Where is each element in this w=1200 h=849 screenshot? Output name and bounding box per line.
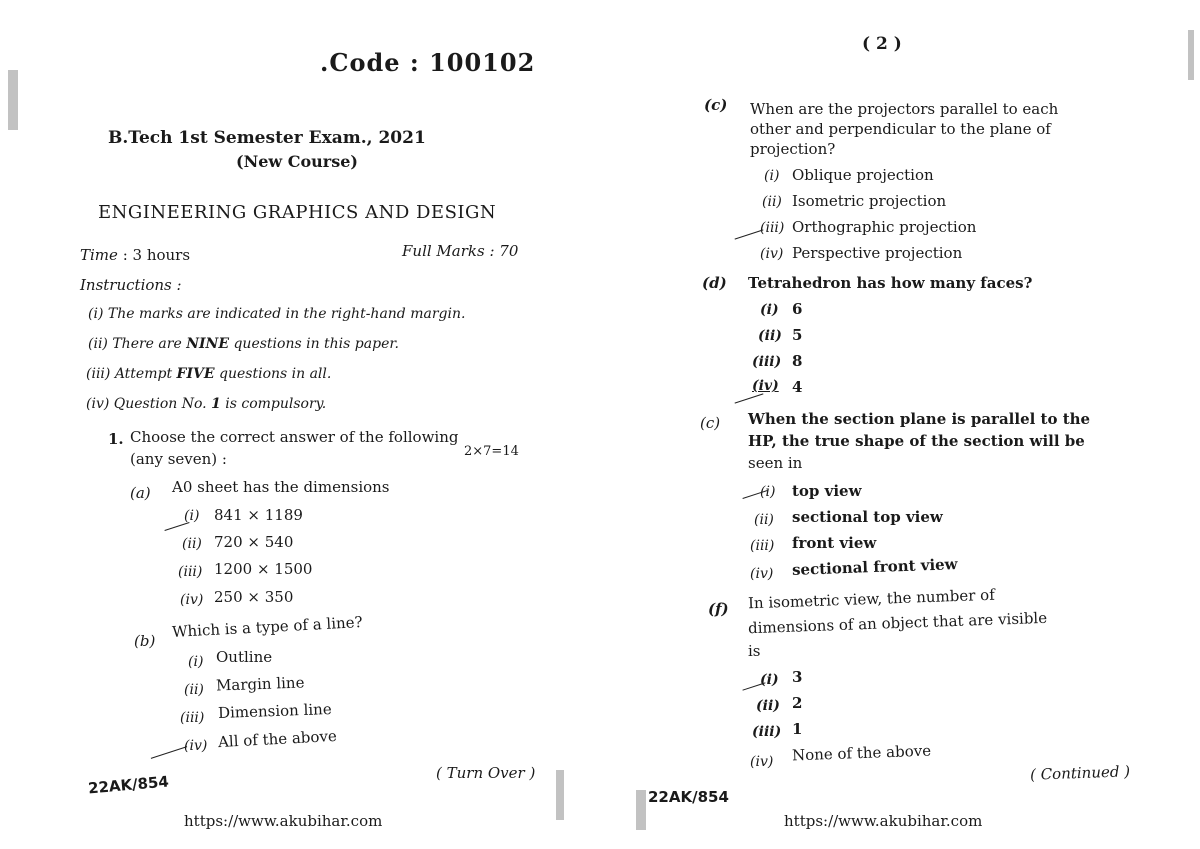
option-label: (i) [760,302,779,318]
footer-url: https://www.akubihar.com [184,812,383,830]
option-text: front view [792,534,877,552]
instruction-item: (i) The marks are indicated in the right-hand margin. [88,306,466,322]
option-text: 4 [792,378,803,396]
subquestion-text: When are the projectors parallel to each [750,100,1059,118]
option-label: (iv) [752,378,779,394]
option-text: 1 [792,720,803,738]
question-text: Choose the correct answer of the following [130,428,459,446]
subquestion-text: In isometric view, the number of [747,585,996,613]
option-text: 250 × 350 [214,588,294,606]
scan-smudge [636,790,646,830]
instructions-heading: Instructions : [80,276,182,294]
answer-tick-mark [735,393,764,403]
subquestion-label: (c) [700,414,721,432]
option-text: All of the above [217,726,338,752]
continued-note: ( Continued ) [1029,762,1131,784]
option-label: (iii) [752,724,782,740]
subquestion-label: (d) [702,274,727,292]
question-text: (any seven) : [130,450,227,468]
option-text: sectional front view [791,555,958,579]
scan-smudge [1188,30,1194,80]
subquestion-text: Which is a type of a line? [171,613,364,641]
option-text: Oblique projection [792,166,934,184]
subquestion-text: dimensions of an object that are visible [747,608,1048,638]
option-label: (ii) [182,536,202,552]
option-label: (i) [764,168,780,184]
subquestion-label: (b) [134,632,156,650]
option-label: (iii) [752,354,782,370]
subquestion-text: When the section plane is parallel to the [748,410,1091,428]
option-label: (iii) [760,220,785,236]
subquestion-label: (a) [130,484,151,502]
option-label: (ii) [758,328,782,344]
scan-smudge [8,70,18,130]
footer-code: 22AK/854 [87,772,170,798]
option-text: 720 × 540 [214,533,294,551]
option-text: Perspective projection [792,244,963,262]
right-page [600,0,1200,849]
option-text: Outline [216,648,273,666]
instruction-item: (iv) Question No. 1 is compulsory. [86,396,327,412]
subquestion-text: projection? [750,140,836,158]
page-number: ( 2 ) [862,34,902,54]
option-text: Dimension line [217,700,332,722]
option-text: Orthographic projection [792,218,977,236]
option-text: 3 [792,668,803,686]
scan-smudge [556,770,564,820]
subquestion-text: seen in [748,454,803,472]
option-text: 8 [792,352,803,370]
subquestion-text: HP, the true shape of the section will be [748,432,1085,450]
paper-code: .Code : 100102 [320,48,536,77]
option-label: (i) [188,654,204,670]
instruction-item: (ii) There are NINE questions in this paper. [88,336,399,352]
option-text: 6 [792,300,803,318]
option-text: Margin line [215,673,305,695]
option-text: None of the above [791,741,932,765]
question-marks: 2×7=14 [464,444,519,459]
subquestion-label: (c) [704,96,728,114]
option-label: (ii) [762,194,782,210]
instruction-item: (iii) Attempt FIVE questions in all. [86,366,332,382]
answer-tick-mark [151,746,187,759]
subject-title: ENGINEERING GRAPHICS AND DESIGN [98,202,497,223]
subquestion-text: other and perpendicular to the plane of [750,120,1051,138]
subquestion-label: (f) [708,600,729,618]
option-text: top view [792,482,862,500]
option-label: (iii) [750,538,775,554]
option-text: sectional top view [792,508,943,526]
option-label: (iv) [184,738,208,754]
option-label: (i) [760,484,776,500]
time-value: : 3 hours [122,246,191,264]
subquestion-text: Tetrahedron has how many faces? [748,274,1033,292]
option-label: (ii) [184,682,204,698]
option-label: (iii) [180,710,205,726]
option-label: (ii) [754,512,774,528]
option-text: 5 [792,326,803,344]
turn-over: ( Turn Over ) [436,764,536,782]
answer-tick-mark [164,522,189,531]
option-label: (iv) [180,592,204,608]
option-label: (iv) [750,754,774,770]
subquestion-text: is [748,642,761,660]
option-label: (iv) [750,566,774,582]
time-label: Time [80,246,118,264]
option-label: (iii) [178,564,203,580]
subquestion-text: A0 sheet has the dimensions [172,478,390,496]
option-text: Isometric projection [792,192,947,210]
exam-title: B.Tech 1st Semester Exam., 2021 [108,128,426,148]
option-label: (iv) [760,246,784,262]
question-number: 1. [108,430,124,448]
time-info [80,246,190,264]
full-marks: Full Marks : 70 [402,242,519,260]
option-text: 2 [792,694,803,712]
option-label: (i) [760,672,779,688]
footer-url: https://www.akubihar.com [784,812,983,830]
option-label: (i) [184,508,200,524]
option-text: 841 × 1189 [214,506,303,524]
footer-code: 22AK/854 [648,788,729,806]
option-text: 1200 × 1500 [214,560,313,578]
option-label: (ii) [756,698,780,714]
course-label: (New Course) [236,152,358,171]
